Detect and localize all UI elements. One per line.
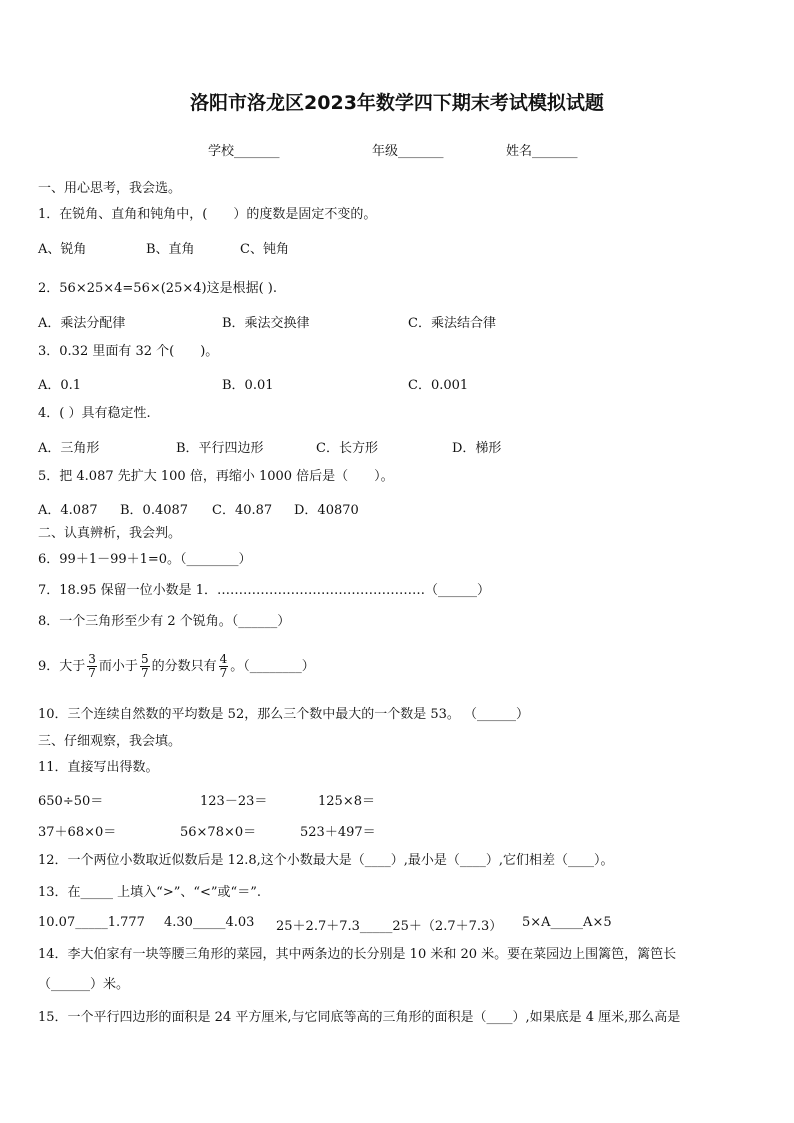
q9-fraction-2-numerator: 5 [140, 652, 149, 666]
q1-option-c: C、钝角 [240, 242, 289, 257]
q9-fraction-1-numerator: 3 [88, 652, 96, 666]
section-heading-3: 三、仔细观察，我会填。 [38, 734, 182, 749]
q11-item-1: 650÷50＝ [38, 794, 104, 809]
section-heading-2: 二、认真辨析，我会判。 [38, 526, 182, 541]
q9-mid2: 的分数只有 [151, 659, 217, 674]
q9-fraction-2-denominator: 7 [140, 666, 149, 680]
question-8: 8．一个三角形至少有 2 个锐角。（______） [38, 614, 291, 629]
q11-item-5: 56×78×0＝ [180, 825, 257, 840]
q2-option-c: C．乘法结合律 [408, 316, 496, 331]
q3-option-c: C．0.001 [408, 378, 469, 393]
q11-item-6: 523＋497＝ [300, 825, 376, 840]
q13-item-4: 5×A_____A×5 [522, 915, 612, 930]
question-4-stem: 4．( ）具有稳定性. [38, 406, 151, 421]
q11-item-3: 125×8＝ [318, 794, 375, 809]
q4-option-d: D．梯形 [452, 441, 502, 456]
question-11-stem: 11．直接写出得数。 [38, 760, 159, 775]
question-3-stem: 3．0.32 里面有 32 个( )。 [38, 344, 219, 359]
question-6: 6．99＋1－99＋1=0。（________） [38, 552, 252, 567]
page-title: 洛阳市洛龙区2023年数学四下期末考试模拟试题 [190, 92, 604, 114]
q13-item-2: 4.30_____4.03 [164, 915, 255, 930]
question-5-stem: 5．把 4.087 先扩大 100 倍，再缩小 1000 倍后是（ ）。 [38, 469, 394, 484]
q2-option-a: A．乘法分配律 [38, 316, 126, 331]
q1-option-b: B、直角 [146, 242, 195, 257]
q11-item-4: 37＋68×0＝ [38, 825, 117, 840]
q5-option-a: A．4.087 [38, 503, 98, 518]
school-field: 学校_______ [208, 144, 280, 159]
q1-option-a: A、锐角 [38, 242, 87, 257]
section-heading-1: 一、用心思考，我会选。 [38, 181, 182, 196]
q9-fraction-3-denominator: 7 [219, 666, 228, 680]
q5-option-b: B．0.4087 [120, 503, 189, 518]
question-12: 12．一个两位小数取近似数后是 12.8,这个小数最大是（____）,最小是（____）,它们相差（____）。 [38, 853, 614, 868]
q13-item-1: 10.07_____1.777 [38, 915, 145, 930]
name-field: 姓名_______ [506, 144, 578, 159]
q11-item-2: 123－23＝ [200, 794, 268, 809]
q3-option-b: B．0.01 [222, 378, 274, 393]
question-10: 10．三个连续自然数的平均数是 52，那么三个数中最大的一个数是 53。 （______） [38, 707, 530, 722]
question-14-line-1: 14．李大伯家有一块等腰三角形的菜园，其中两条边的长分别是 10 米和 20 米。要在菜园边上围篱笆，篱笆长 [38, 947, 677, 962]
q13-item-3: 25＋2.7＋7.3_____25＋（2.7＋7.3） [276, 919, 503, 934]
question-2-stem: 2．56×25×4=56×(25×4)这是根据( ). [38, 281, 277, 296]
q5-option-d: D．40870 [294, 503, 359, 518]
q3-option-a: A．0.1 [38, 378, 82, 393]
question-7: 7．18.95 保留一位小数是 1．…………………………………………（______） [38, 583, 491, 598]
question-13-stem: 13．在_____ 上填入“>”、“<”或“＝”. [38, 885, 261, 900]
q9-suffix: 。（________） [230, 659, 315, 674]
q5-option-c: C．40.87 [212, 503, 273, 518]
q4-option-a: A．三角形 [38, 441, 100, 456]
question-9 [38, 650, 315, 684]
question-15: 15．一个平行四边形的面积是 24 平方厘米,与它同底等高的三角形的面积是（____）,如果底是 4 厘米,那么高是 [38, 1010, 681, 1025]
q4-option-c: C．长方形 [316, 441, 378, 456]
grade-field: 年级_______ [372, 144, 444, 159]
q9-fraction-2 [140, 653, 150, 680]
q2-option-b: B．乘法交换律 [222, 316, 310, 331]
q9-mid: 而小于 [98, 659, 138, 674]
question-1-stem: 1．在锐角、直角和钝角中，( ）的度数是固定不变的。 [38, 207, 377, 222]
question-14-line-2: （______）米。 [38, 977, 130, 992]
q9-prefix: 9．大于 [38, 659, 86, 674]
q9-fraction-1 [87, 653, 97, 680]
q4-option-b: B．平行四边形 [176, 441, 264, 456]
q9-fraction-1-denominator: 7 [88, 666, 96, 680]
q9-fraction-3-numerator: 4 [219, 652, 228, 666]
q9-fraction-3 [219, 653, 229, 680]
